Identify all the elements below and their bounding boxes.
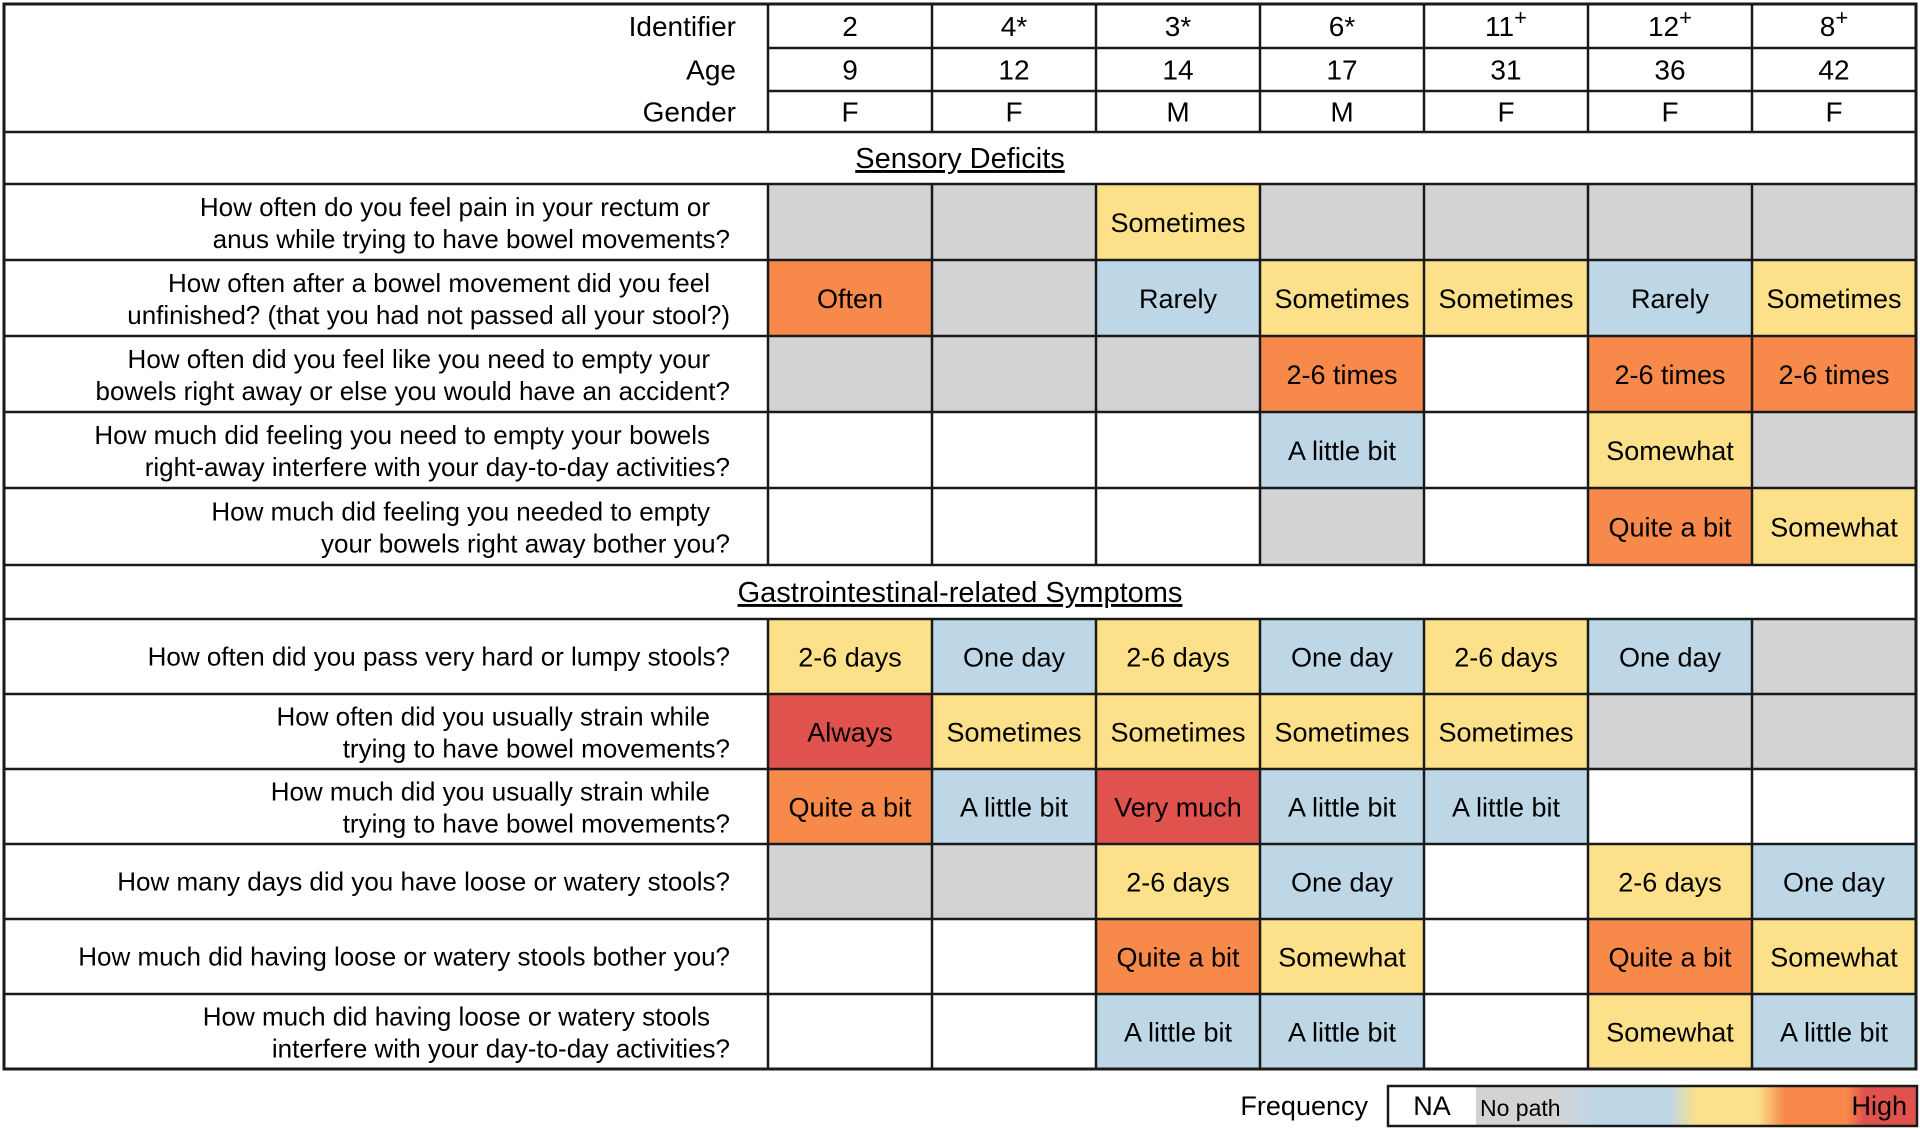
question-text: unfinished? (that you had not passed all your stool?) bbox=[127, 300, 730, 330]
heatmap-cell bbox=[1588, 184, 1752, 260]
participant-gender: F bbox=[1825, 96, 1843, 128]
heatmap-cell bbox=[932, 994, 1096, 1069]
cell-label: One day bbox=[1618, 642, 1722, 673]
cell-label: One day bbox=[962, 642, 1066, 673]
cell-label: Somewhat bbox=[1606, 1017, 1734, 1048]
cell-label: Very much bbox=[1114, 792, 1242, 823]
cell-label: One day bbox=[1290, 642, 1394, 673]
heatmap-cell bbox=[1424, 412, 1588, 488]
heatmap-cell bbox=[768, 919, 932, 994]
section-title: Sensory Deficits bbox=[855, 143, 1065, 175]
header-label-id: Identifier bbox=[628, 11, 736, 42]
question-text: trying to have bowel movements? bbox=[342, 733, 730, 764]
question-text: How much did having loose or watery stools bbox=[202, 1001, 710, 1032]
cell-label: Sometimes bbox=[1274, 284, 1410, 314]
heatmap-cell bbox=[1260, 488, 1424, 565]
participant-age: 31 bbox=[1490, 54, 1522, 86]
cell-label: One day bbox=[1290, 867, 1394, 898]
participant-age: 14 bbox=[1162, 54, 1194, 86]
heatmap-cell bbox=[1096, 336, 1260, 412]
legend-title: Frequency bbox=[1240, 1091, 1368, 1121]
heatmap-cell bbox=[1752, 769, 1916, 844]
cell-label: One day bbox=[1782, 867, 1886, 898]
question-text: bowels right away or else you would have an accident? bbox=[95, 376, 730, 406]
cell-label: 2-6 times bbox=[1614, 360, 1726, 390]
heatmap-cell bbox=[1424, 844, 1588, 919]
cell-label: Somewhat bbox=[1606, 436, 1734, 466]
cell-label: Often bbox=[816, 284, 884, 314]
question-text: How many days did you have loose or watery stools? bbox=[117, 866, 730, 897]
participant-gender: F bbox=[1661, 96, 1679, 128]
participant-id: 2 bbox=[842, 11, 858, 42]
cell-label: Somewhat bbox=[1770, 512, 1898, 543]
cell-label: A little bit bbox=[1779, 1017, 1889, 1048]
cell-label: A little bit bbox=[1123, 1017, 1233, 1048]
cell-label: Always bbox=[807, 717, 893, 748]
legend-high-label: High bbox=[1851, 1091, 1907, 1121]
participant-age: 17 bbox=[1326, 54, 1358, 86]
cell-label: Sometimes bbox=[1438, 717, 1574, 748]
cell-label: Sometimes bbox=[1766, 284, 1902, 314]
header-label-gender: Gender bbox=[642, 96, 736, 128]
question-text: How often did you feel like you need to empty your bbox=[127, 344, 710, 374]
participant-gender: F bbox=[1497, 96, 1515, 128]
cell-label: Sometimes bbox=[1438, 284, 1574, 314]
cell-label: Sometimes bbox=[1110, 717, 1246, 748]
heatmap-cell bbox=[1096, 412, 1260, 488]
heatmap-cell bbox=[1752, 694, 1916, 769]
question-text: right-away interfere with your day-to-day activities? bbox=[144, 452, 730, 482]
heatmap-cell bbox=[932, 336, 1096, 412]
heatmap-cell bbox=[932, 412, 1096, 488]
heatmap-cell bbox=[768, 336, 932, 412]
participant-age: 42 bbox=[1818, 54, 1850, 86]
cell-label: A little bit bbox=[1287, 1017, 1397, 1048]
cell-label: Sometimes bbox=[1110, 208, 1246, 238]
heatmap-cell bbox=[1424, 994, 1588, 1069]
cell-label: Sometimes bbox=[946, 717, 1082, 748]
question-text: How much did feeling you needed to empty bbox=[211, 496, 710, 527]
heatmap-cell bbox=[1752, 412, 1916, 488]
cell-label: 2-6 times bbox=[1286, 360, 1398, 390]
heatmap-cell bbox=[768, 488, 932, 565]
cell-label: Quite a bit bbox=[1116, 942, 1240, 973]
heatmap-cell bbox=[1588, 769, 1752, 844]
heatmap-cell bbox=[932, 844, 1096, 919]
cell-label: Rarely bbox=[1138, 284, 1218, 314]
cell-label: 2-6 days bbox=[798, 642, 902, 673]
heatmap-cell bbox=[1752, 184, 1916, 260]
participant-age: 9 bbox=[842, 54, 858, 86]
cell-label: 2-6 days bbox=[1126, 867, 1230, 898]
heatmap-cell bbox=[932, 260, 1096, 336]
heatmap-cell bbox=[1260, 184, 1424, 260]
heatmap-cell bbox=[1424, 336, 1588, 412]
question-text: interfere with your day-to-day activities? bbox=[271, 1033, 730, 1064]
participant-gender: F bbox=[1005, 96, 1023, 128]
question-text: your bowels right away bother you? bbox=[320, 528, 730, 559]
legend-na-label: NA bbox=[1413, 1091, 1451, 1121]
heatmap-cell bbox=[1424, 919, 1588, 994]
cell-label: Rarely bbox=[1630, 284, 1710, 314]
cell-label: 2-6 days bbox=[1618, 867, 1722, 898]
question-text: How much did having loose or watery stools bother you? bbox=[78, 941, 730, 972]
cell-label: A little bit bbox=[959, 792, 1069, 823]
cell-label: Quite a bit bbox=[1608, 942, 1732, 973]
heatmap-cell bbox=[932, 488, 1096, 565]
question-text: trying to have bowel movements? bbox=[342, 808, 730, 839]
header-label-age: Age bbox=[686, 54, 736, 86]
heatmap-cell bbox=[768, 844, 932, 919]
cell-label: Quite a bit bbox=[788, 792, 912, 823]
cell-label: Sometimes bbox=[1274, 717, 1410, 748]
question-text: How much did you usually strain while bbox=[270, 776, 710, 807]
heatmap-cell bbox=[1424, 488, 1588, 565]
cell-label: 2-6 times bbox=[1778, 360, 1890, 390]
participant-gender: F bbox=[841, 96, 859, 128]
question-text: How often after a bowel movement did you feel bbox=[168, 268, 710, 298]
heatmap-cell bbox=[768, 412, 932, 488]
participant-id: 12+ bbox=[1647, 5, 1693, 42]
question-text: How often do you feel pain in your rectum or bbox=[199, 192, 710, 222]
cell-label: Quite a bit bbox=[1608, 512, 1732, 543]
cell-label: Somewhat bbox=[1278, 942, 1406, 973]
question-text: How often did you usually strain while bbox=[276, 701, 710, 732]
question-text: How often did you pass very hard or lumpy stools? bbox=[147, 641, 730, 672]
cell-label: A little bit bbox=[1451, 792, 1561, 823]
question-text: anus while trying to have bowel movements? bbox=[212, 224, 730, 254]
heatmap-cell bbox=[768, 994, 932, 1069]
question-text: How much did feeling you need to empty your bowels bbox=[94, 420, 710, 450]
heatmap-cell bbox=[1096, 488, 1260, 565]
participant-gender: M bbox=[1330, 96, 1354, 128]
cell-label: 2-6 days bbox=[1454, 642, 1558, 673]
participant-id: 3* bbox=[1164, 11, 1192, 42]
participant-id: 4* bbox=[1000, 11, 1028, 42]
participant-age: 12 bbox=[998, 54, 1030, 86]
participant-id: 8+ bbox=[1819, 5, 1849, 42]
cell-label: A little bit bbox=[1287, 436, 1397, 466]
heatmap-cell bbox=[932, 919, 1096, 994]
heatmap-cell bbox=[1424, 184, 1588, 260]
cell-label: Somewhat bbox=[1770, 942, 1898, 973]
participant-id: 11+ bbox=[1485, 5, 1527, 42]
cell-label: 2-6 days bbox=[1126, 642, 1230, 673]
heatmap-cell bbox=[932, 184, 1096, 260]
heatmap-cell bbox=[1752, 619, 1916, 694]
heatmap-cell bbox=[768, 184, 932, 260]
section-title: Gastrointestinal-related Symptoms bbox=[737, 577, 1183, 609]
participant-id: 6* bbox=[1328, 11, 1356, 42]
cell-label: A little bit bbox=[1287, 792, 1397, 823]
participant-gender: M bbox=[1166, 96, 1190, 128]
heatmap-cell bbox=[1588, 694, 1752, 769]
participant-age: 36 bbox=[1654, 54, 1686, 86]
legend-nopath-label: No path bbox=[1480, 1095, 1561, 1121]
